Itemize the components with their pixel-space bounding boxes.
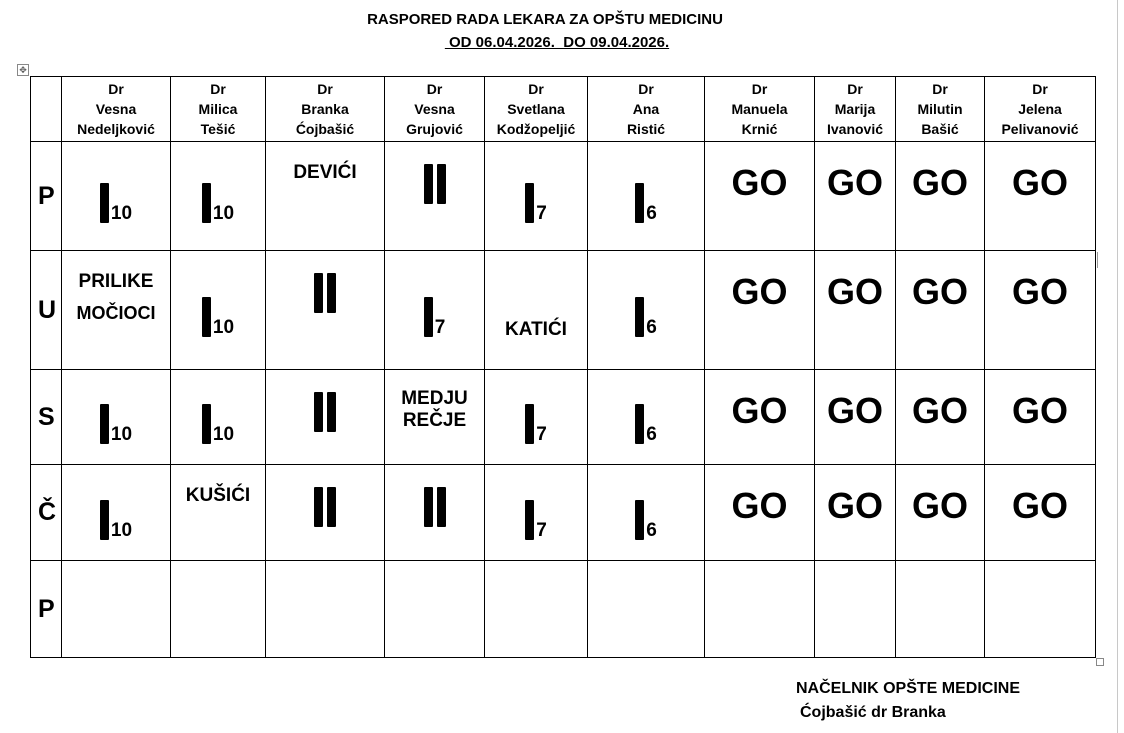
schedule-cell xyxy=(985,142,1096,251)
date-range-subtitle: OD 06.04.2026. DO 09.04.2026. xyxy=(444,34,670,51)
doctor-header xyxy=(385,77,485,142)
doctor-header xyxy=(171,77,266,142)
field-visit-label: KUŠIĆI xyxy=(185,485,251,506)
shift-bar xyxy=(327,487,336,527)
day-row xyxy=(31,142,1096,251)
ambulance-number: 6 xyxy=(646,519,657,541)
doctor-last: Ristić xyxy=(626,121,666,137)
doctor-header xyxy=(588,77,705,142)
doctor-first: Milutin xyxy=(917,101,963,117)
scroll-marker xyxy=(1097,252,1098,268)
shift-two-mark xyxy=(312,487,338,527)
field-visit-label: MOČIOCI xyxy=(76,303,156,323)
schedule-cell xyxy=(62,142,171,251)
schedule-cell xyxy=(171,465,266,561)
schedule-cell xyxy=(896,251,985,370)
shift-bar xyxy=(100,500,109,540)
doctor-header xyxy=(485,77,588,142)
day-row xyxy=(31,251,1096,370)
move-table-icon[interactable]: ✥ xyxy=(17,64,29,76)
schedule-table xyxy=(30,76,1096,658)
doctor-header xyxy=(705,77,815,142)
ambulance-number: 7 xyxy=(536,203,547,224)
shift-bar xyxy=(202,183,211,223)
doctor-header xyxy=(266,77,385,142)
schedule-cell xyxy=(815,370,896,465)
annual-leave-label: GO xyxy=(1011,390,1068,431)
shift-one-mark xyxy=(635,183,657,223)
shift-bar xyxy=(314,392,323,432)
field-visit-label: KATIĆI xyxy=(505,319,567,340)
schedule-cell xyxy=(266,142,385,251)
corner-cell xyxy=(31,77,62,142)
doctor-last: Kodžopeljić xyxy=(496,121,576,137)
shift-bar xyxy=(437,487,446,527)
doctor-prefix: Dr xyxy=(210,81,226,97)
shift-one-mark xyxy=(100,500,132,540)
annual-leave-label: GO xyxy=(826,271,883,312)
shift-bar xyxy=(424,487,433,527)
shift-one-mark xyxy=(202,297,234,337)
shift-bar xyxy=(437,164,446,204)
doctor-first: Svetlana xyxy=(507,101,565,117)
shift-bar xyxy=(635,297,644,337)
shift-one-mark xyxy=(100,404,132,444)
shift-bar xyxy=(327,273,336,313)
shift-one-mark xyxy=(202,404,234,444)
schedule-cell xyxy=(266,370,385,465)
schedule-cell xyxy=(171,561,266,658)
shift-one-mark xyxy=(635,404,657,444)
annual-leave-label: GO xyxy=(826,485,883,526)
field-visit-label: PRILIKE xyxy=(78,271,154,292)
shift-one-mark xyxy=(100,183,132,223)
annual-leave-label: GO xyxy=(1011,271,1068,312)
signature-role: NAČELNIK OPŠTE MEDICINE xyxy=(796,680,1021,697)
shift-bar xyxy=(525,404,534,444)
doctor-last: Nedeljković xyxy=(77,121,155,137)
field-visit-label: REČJE xyxy=(402,410,467,431)
schedule-cell xyxy=(171,370,266,465)
schedule-cell xyxy=(815,465,896,561)
doctor-last: Tešić xyxy=(200,121,236,137)
schedule-cell xyxy=(985,251,1096,370)
schedule-cell xyxy=(485,251,588,370)
schedule-cell xyxy=(705,370,815,465)
shift-one-mark xyxy=(635,500,657,540)
ambulance-number: 10 xyxy=(110,203,133,224)
schedule-cell xyxy=(705,465,815,561)
shift-two-mark xyxy=(422,164,448,204)
schedule-cell xyxy=(485,465,588,561)
shift-bar xyxy=(314,273,323,313)
schedule-cell xyxy=(896,561,985,658)
shift-two-mark xyxy=(312,273,338,313)
annual-leave-label: GO xyxy=(731,390,788,431)
schedule-cell xyxy=(705,142,815,251)
schedule-cell xyxy=(385,561,485,658)
schedule-cell xyxy=(385,465,485,561)
annual-leave-label: GO xyxy=(1011,485,1068,526)
shift-one-mark xyxy=(525,500,547,540)
day-label: U xyxy=(31,251,62,370)
doctor-last: Grujović xyxy=(406,121,463,137)
schedule-cell xyxy=(985,465,1096,561)
shift-bar xyxy=(525,500,534,540)
schedule-cell xyxy=(896,142,985,251)
schedule-cell xyxy=(815,251,896,370)
shift-bar xyxy=(635,500,644,540)
ambulance-number: 10 xyxy=(212,317,235,338)
doctor-first: Jelena xyxy=(1018,101,1062,117)
schedule-cell xyxy=(266,465,385,561)
doctor-last: Ivanović xyxy=(826,121,884,137)
doctor-prefix: Dr xyxy=(847,81,863,97)
field-visit-label: MEDJU xyxy=(401,388,468,409)
header-row xyxy=(31,77,1096,142)
day-label: S xyxy=(31,370,62,465)
shift-bar xyxy=(314,487,323,527)
doctor-first: Marija xyxy=(834,101,876,117)
schedule-cell xyxy=(815,142,896,251)
doctor-header xyxy=(62,77,171,142)
ambulance-number: 10 xyxy=(110,519,133,541)
schedule-cell xyxy=(485,142,588,251)
schedule-cell xyxy=(985,370,1096,465)
day-label: P xyxy=(31,561,62,658)
schedule-cell xyxy=(171,142,266,251)
shift-bar xyxy=(635,183,644,223)
doctor-prefix: Dr xyxy=(1032,81,1048,97)
annual-leave-label: GO xyxy=(911,271,968,312)
doctor-prefix: Dr xyxy=(528,81,544,97)
doctor-last: Pelivanović xyxy=(1001,121,1079,137)
shift-one-mark xyxy=(635,297,657,337)
ambulance-number: 10 xyxy=(110,424,133,445)
ambulance-number: 7 xyxy=(536,519,547,541)
ambulance-number: 7 xyxy=(434,317,446,338)
shift-bar xyxy=(327,392,336,432)
schedule-cell xyxy=(985,561,1096,658)
schedule-cell xyxy=(588,465,705,561)
schedule-cell xyxy=(62,251,171,370)
schedule-cell xyxy=(815,561,896,658)
schedule-cell xyxy=(588,251,705,370)
shift-one-mark xyxy=(525,183,547,223)
document-title: RASPORED RADA LEKARA ZA OPŠTU MEDICINU xyxy=(367,11,723,28)
doctor-last: Ćojbašić xyxy=(295,121,355,137)
doctor-last: Krnić xyxy=(741,121,778,137)
schedule-cell xyxy=(385,251,485,370)
doctor-first: Ana xyxy=(632,101,660,117)
doctor-first: Vesna xyxy=(95,101,137,117)
doctor-first: Milica xyxy=(198,101,238,117)
ambulance-number: 10 xyxy=(212,203,235,224)
annual-leave-label: GO xyxy=(911,162,968,203)
day-row xyxy=(31,465,1096,561)
schedule-cell xyxy=(588,142,705,251)
annual-leave-label: GO xyxy=(911,485,968,526)
shift-two-mark xyxy=(312,392,338,432)
doctor-header xyxy=(985,77,1096,142)
doctor-prefix: Dr xyxy=(317,81,333,97)
schedule-cell xyxy=(705,561,815,658)
shift-bar xyxy=(202,404,211,444)
schedule-cell xyxy=(62,370,171,465)
day-row xyxy=(31,370,1096,465)
shift-bar xyxy=(100,183,109,223)
doctor-prefix: Dr xyxy=(108,81,124,97)
schedule-cell xyxy=(266,251,385,370)
doctor-first: Manuela xyxy=(731,101,788,117)
ambulance-number: 10 xyxy=(212,424,235,445)
shift-one-mark xyxy=(424,297,446,337)
schedule-cell xyxy=(588,370,705,465)
shift-bar xyxy=(202,297,211,337)
page-right-edge xyxy=(1117,0,1118,733)
ambulance-number: 6 xyxy=(646,424,657,445)
day-label: Č xyxy=(31,465,62,561)
shift-bar xyxy=(635,404,644,444)
doctor-prefix: Dr xyxy=(751,81,768,97)
doctor-header xyxy=(815,77,896,142)
doctor-first: Vesna xyxy=(414,101,455,117)
field-visit-label: DEVIĆI xyxy=(293,162,357,183)
day-label: P xyxy=(31,142,62,251)
schedule-cell xyxy=(705,251,815,370)
schedule-cell xyxy=(485,561,588,658)
signature-name: Ćojbašić dr Branka xyxy=(800,704,946,721)
doctor-header xyxy=(896,77,985,142)
annual-leave-label: GO xyxy=(911,390,968,431)
annual-leave-label: GO xyxy=(731,162,788,203)
schedule-cell xyxy=(485,370,588,465)
schedule-cell xyxy=(385,142,485,251)
schedule-cell xyxy=(171,251,266,370)
shift-bar xyxy=(100,404,109,444)
doctor-prefix: Dr xyxy=(638,81,654,97)
annual-leave-label: GO xyxy=(731,271,788,312)
shift-two-mark xyxy=(422,487,448,527)
doctor-prefix: Dr xyxy=(426,81,443,97)
shift-bar xyxy=(424,297,433,337)
annual-leave-label: GO xyxy=(731,485,788,526)
shift-bar xyxy=(424,164,433,204)
schedule-cell xyxy=(62,561,171,658)
annual-leave-label: GO xyxy=(826,390,883,431)
ambulance-number: 6 xyxy=(646,317,657,338)
day-row xyxy=(31,561,1096,658)
ambulance-number: 6 xyxy=(646,203,657,224)
schedule-cell xyxy=(896,370,985,465)
doctor-first: Branka xyxy=(301,101,349,117)
ambulance-number: 7 xyxy=(536,424,547,445)
table-resize-handle[interactable] xyxy=(1096,658,1104,666)
shift-one-mark xyxy=(202,183,234,223)
shift-bar xyxy=(525,183,534,223)
annual-leave-label: GO xyxy=(826,162,883,203)
schedule-cell xyxy=(588,561,705,658)
doctor-prefix: Dr xyxy=(932,81,948,97)
shift-one-mark xyxy=(525,404,547,444)
schedule-cell xyxy=(62,465,171,561)
schedule-cell xyxy=(385,370,485,465)
schedule-cell xyxy=(266,561,385,658)
schedule-cell xyxy=(896,465,985,561)
doctor-last: Bašić xyxy=(921,121,959,137)
annual-leave-label: GO xyxy=(1011,162,1068,203)
